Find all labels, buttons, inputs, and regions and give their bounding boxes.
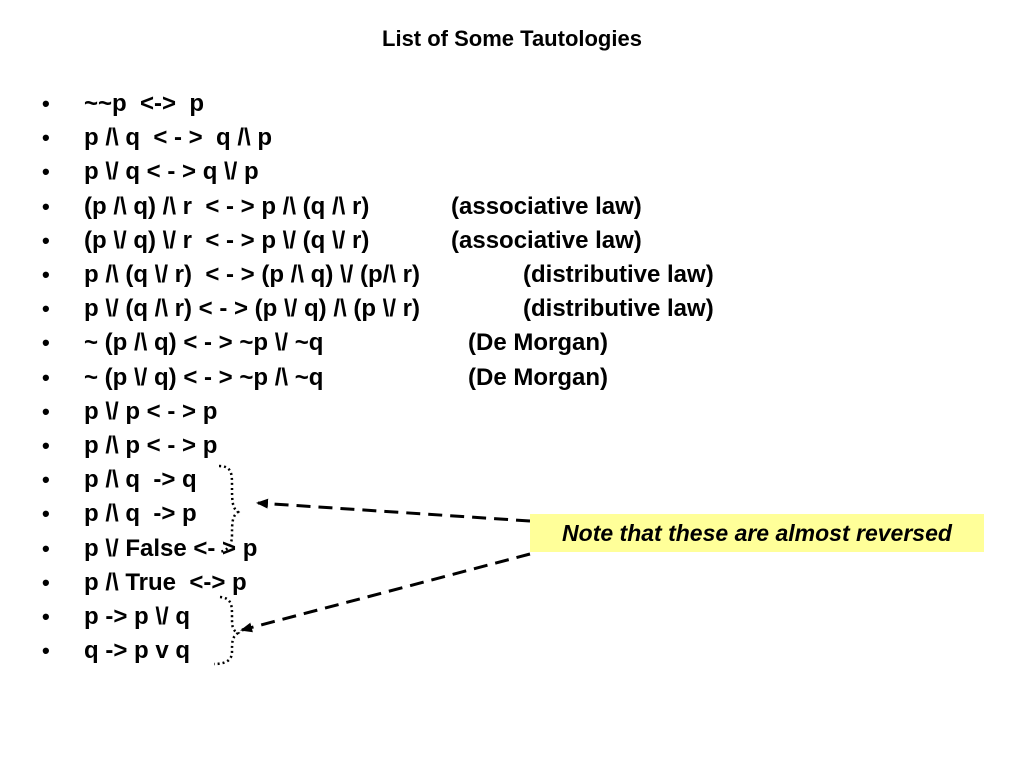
bullet-icon: • — [42, 296, 50, 322]
formula: p \/ p < - > p — [84, 397, 218, 425]
bullet-icon: • — [42, 467, 50, 493]
law-note: (distributive law) — [523, 295, 714, 323]
formula: p /\ q < - > q /\ p — [84, 124, 273, 152]
bullet-icon: • — [42, 227, 50, 253]
bullet-icon: • — [42, 398, 50, 424]
formula: p \/ q < - > q \/ p — [84, 158, 259, 186]
bullet-icon: • — [42, 91, 50, 117]
formula: ~ (p \/ q) < - > ~p /\ ~q — [84, 363, 324, 391]
slide-title: List of Some Tautologies — [382, 26, 642, 51]
callout-text: Note that these are almost reversed — [562, 519, 952, 546]
formula: (p \/ q) \/ r < - > p \/ (q \/ r) — [84, 226, 370, 254]
formula: p /\ True <-> p — [84, 568, 247, 596]
bullet-icon: • — [42, 535, 50, 561]
arrow-lower — [242, 554, 530, 630]
bullet-icon: • — [42, 262, 50, 288]
formula: (p /\ q) /\ r < - > p /\ (q /\ r) — [84, 192, 370, 220]
formula: p /\ q -> q — [84, 466, 197, 494]
law-note: (associative law) — [451, 192, 642, 220]
curly-brace-lower — [214, 597, 238, 664]
formula: p -> p \/ q — [84, 602, 190, 630]
law-note: (associative law) — [451, 226, 642, 254]
bullet-icon: • — [42, 159, 50, 185]
bullet-icon: • — [42, 330, 50, 356]
arrow-upper — [258, 503, 530, 521]
bullet-icon: • — [42, 638, 50, 664]
formula: ~ (p /\ q) < - > ~p \/ ~q — [84, 329, 324, 357]
bullet-icon: • — [42, 364, 50, 390]
law-note: (distributive law) — [523, 261, 714, 289]
formula: p /\ (q \/ r) < - > (p /\ q) \/ (p/\ r) — [84, 261, 420, 289]
curly-brace-upper — [219, 466, 238, 552]
formula: p \/ False <- > p — [84, 534, 258, 562]
bullet-icon: • — [42, 125, 50, 151]
bullet-icon: • — [42, 603, 50, 629]
formula: p \/ (q /\ r) < - > (p \/ q) /\ (p \/ r) — [84, 295, 420, 323]
formula: p /\ q -> p — [84, 500, 197, 528]
bullet-icon: • — [42, 432, 50, 458]
formula: q -> p v q — [84, 637, 191, 665]
bullet-icon: • — [42, 569, 50, 595]
callout-note — [530, 514, 984, 552]
formula: ~~p <-> p — [84, 90, 205, 118]
law-note: (De Morgan) — [468, 363, 608, 391]
law-note: (De Morgan) — [468, 329, 608, 357]
bullet-icon: • — [42, 501, 50, 527]
bullet-icon: • — [42, 193, 50, 219]
formula: p /\ p < - > p — [84, 431, 218, 459]
